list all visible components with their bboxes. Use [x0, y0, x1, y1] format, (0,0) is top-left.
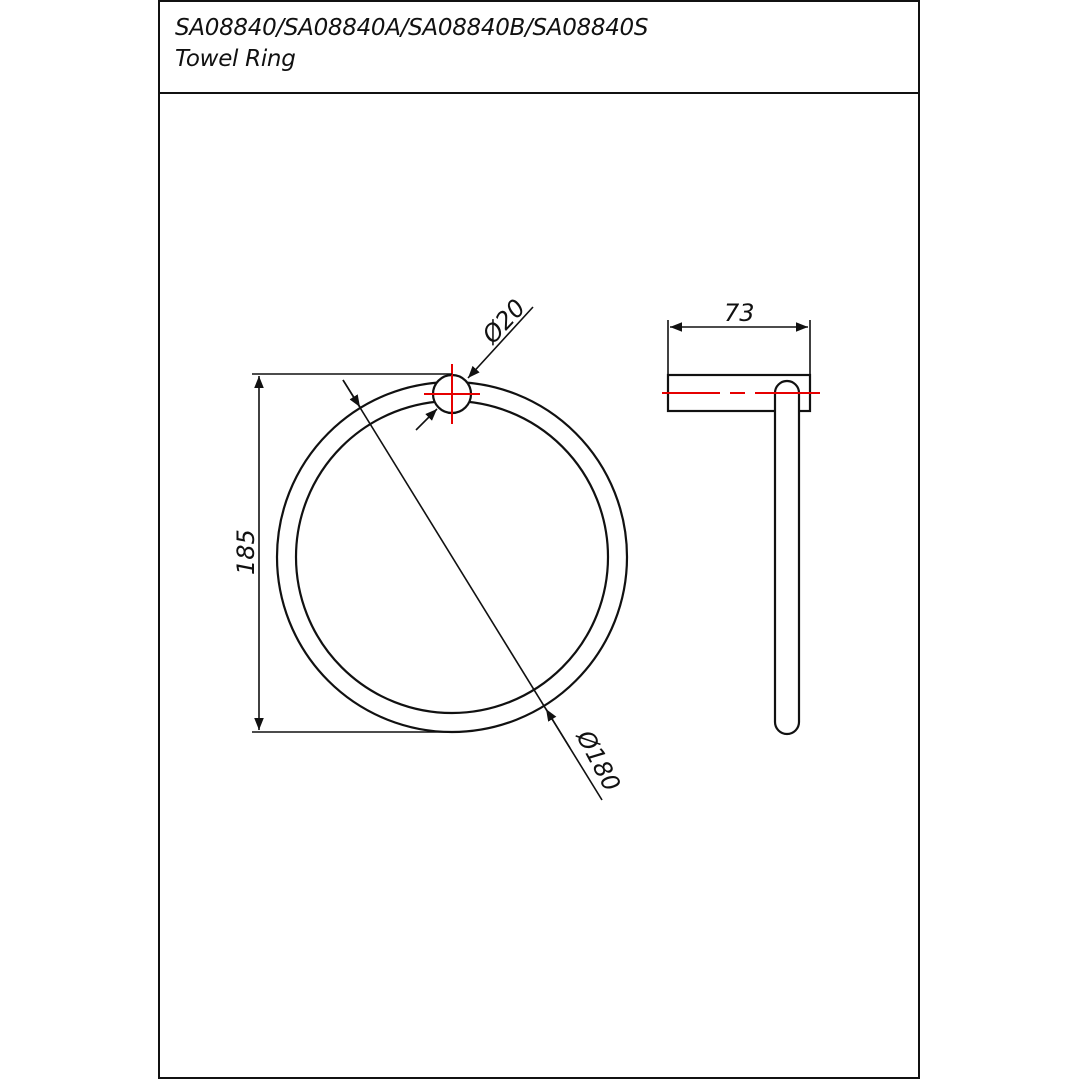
front-view [232, 294, 627, 800]
ring-dim-arrow-bottom [546, 709, 570, 748]
model-codes: SA08840/SA08840A/SA08840B/SA08840S [175, 15, 649, 41]
ring-side-profile [775, 381, 799, 734]
ring-dim-arrow-top [343, 380, 360, 407]
overall-height-label: 185 [232, 529, 260, 575]
product-name: Towel Ring [175, 46, 296, 72]
tube-diameter-label: Ø20 [476, 293, 532, 350]
ring-diameter-label: Ø180 [570, 725, 626, 796]
tube-dim-leader-lower [416, 409, 437, 430]
projection-depth-label: 73 [724, 299, 755, 327]
side-view [662, 299, 820, 734]
